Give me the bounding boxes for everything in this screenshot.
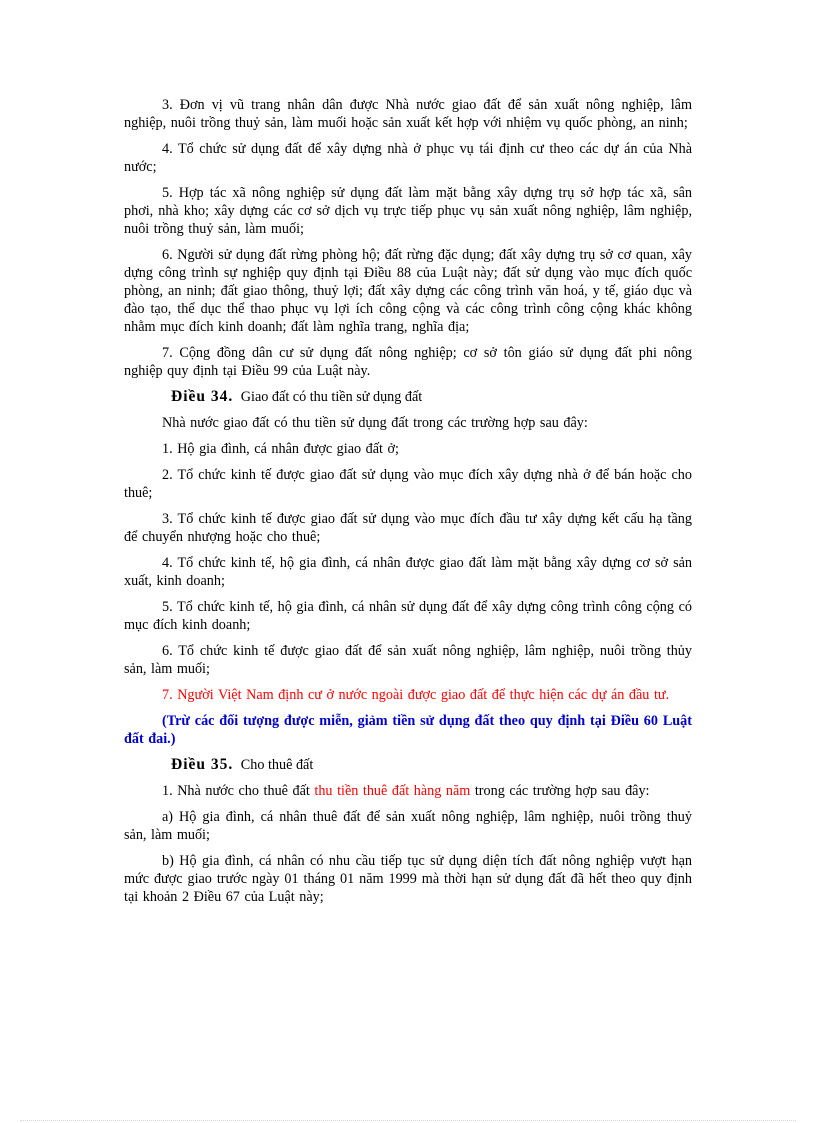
- page-bottom-divider: [20, 1120, 796, 1121]
- article-35-clause-1-text-start: 1. Nhà nước cho thuê đất: [162, 783, 315, 799]
- article-35-clause-1b: b) Hộ gia đình, cá nhân có nhu cầu tiếp tục sử dụng diện tích đất nông nghiệp vượt hạn mức được giao trước ngày 01 tháng 01 năm 1999 mà thời hạn sử dụng đất đã hết theo quy định tại khoản 2 Điều 67 của Luật này;: [124, 853, 692, 905]
- article-34-clause-6: 6. Tổ chức kinh tế được giao đất để sản xuất nông nghiệp, lâm nghiệp, nuôi trồng thủy sản, làm muối;: [124, 643, 692, 677]
- article-35-number: Điều 35.: [171, 756, 234, 773]
- article-34-clause-2: 2. Tổ chức kinh tế được giao đất sử dụng vào mục đích xây dựng nhà ở để bán hoặc cho thuê;: [124, 467, 692, 501]
- article-35-clause-1-highlight: thu tiền thuê đất hàng năm: [314, 783, 471, 799]
- article-35-clause-1: [124, 782, 692, 800]
- document-body: [124, 96, 692, 914]
- article-35-clause-1a: a) Hộ gia đình, cá nhân thuê đất để sản xuất nông nghiệp, lâm nghiệp, nuôi trồng thuỷ sản, làm muối;: [124, 809, 692, 843]
- article-35-clause-1-text-end: trong các trường hợp sau đây:: [470, 783, 650, 799]
- article-34-clause-5: 5. Tổ chức kinh tế, hộ gia đình, cá nhân sử dụng đất để xây dựng công trình công cộng có mục đích kinh doanh;: [124, 599, 692, 633]
- article-34-clause-4: 4. Tổ chức kinh tế, hộ gia đình, cá nhân được giao đất làm mặt bằng xây dựng cơ sở sản xuất, kinh doanh;: [124, 555, 692, 589]
- article-34-number: Điều 34.: [171, 388, 234, 405]
- article-34-heading: [124, 388, 692, 406]
- article-33-clause-5: 5. Hợp tác xã nông nghiệp sử dụng đất làm mặt bằng xây dựng trụ sở hợp tác xã, sân phơi, nhà kho; xây dựng các cơ sở dịch vụ trực tiếp phục vụ sản xuất nông nghiệp, lâm nghiệp, nuôi trồng thuỷ sản, làm muối;: [124, 185, 692, 237]
- article-34-title: Giao đất có thu tiền sử dụng đất: [240, 389, 423, 405]
- article-33-clause-7: 7. Cộng đồng dân cư sử dụng đất nông nghiệp; cơ sở tôn giáo sử dụng đất phi nông nghiệp quy định tại Điều 99 của Luật này.: [124, 345, 692, 379]
- article-33-clause-4: 4. Tổ chức sử dụng đất để xây dựng nhà ở phục vụ tái định cư theo các dự án của Nhà nước;: [124, 141, 692, 175]
- article-34-intro: Nhà nước giao đất có thu tiền sử dụng đất trong các trường hợp sau đây:: [162, 415, 588, 431]
- article-34-note: (Trừ các đối tượng được miễn, giảm tiền sử dụng đất theo quy định tại Điều 60 Luật đất đai.): [124, 713, 692, 747]
- article-35-heading: [124, 756, 692, 774]
- article-35-title: Cho thuê đất: [240, 757, 314, 773]
- article-33-clause-6: 6. Người sử dụng đất rừng phòng hộ; đất rừng đặc dụng; đất xây dựng trụ sở cơ quan, xây dựng công trình sự nghiệp quy định tại Điều 88 của Luật này; đất sử dụng vào mục đích quốc phòng, an ninh; đất giao thông, thuỷ lợi; đất xây dựng các công trình văn hoá, y tế, giáo dục và đào tạo, thể dục thể thao phục vụ lợi ích công cộng và các công trình công cộng khác không nhằm mục đích kinh doanh; đất làm nghĩa trang, nghĩa địa;: [124, 247, 692, 335]
- article-33-clause-3: 3. Đơn vị vũ trang nhân dân được Nhà nước giao đất để sản xuất nông nghiệp, lâm nghiệp, nuôi trồng thuỷ sản, làm muối hoặc sản xuất kết hợp với nhiệm vụ quốc phòng, an ninh;: [124, 97, 692, 131]
- article-34-clause-1: 1. Hộ gia đình, cá nhân được giao đất ở;: [162, 441, 399, 457]
- article-34-clause-3: 3. Tổ chức kinh tế được giao đất sử dụng vào mục đích đầu tư xây dựng kết cấu hạ tầng để chuyển nhượng hoặc cho thuê;: [124, 511, 692, 545]
- article-34-clause-7: 7. Người Việt Nam định cư ở nước ngoài được giao đất để thực hiện các dự án đầu tư.: [162, 687, 670, 703]
